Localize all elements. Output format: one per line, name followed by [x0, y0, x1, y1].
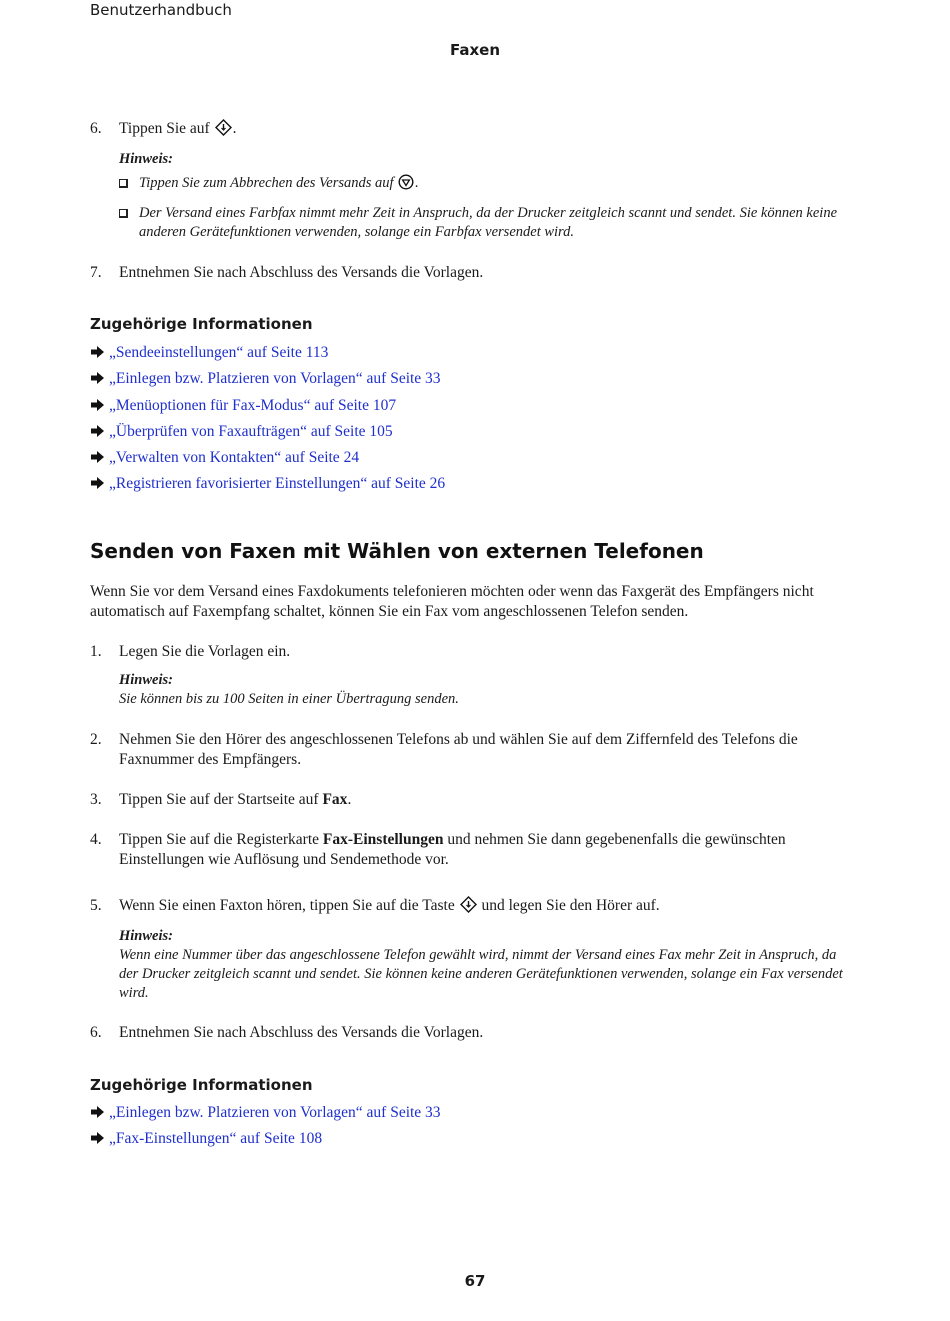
note-label: Hinweis: [119, 928, 173, 944]
step-text: Entnehmen Sie nach Abschluss des Versands die Vorlagen. [119, 264, 484, 281]
related-link-text[interactable]: „Fax-Einstellungen“ auf Seite 108 [109, 1130, 323, 1147]
step-number: 5. [90, 897, 102, 914]
page-number: 67 [464, 1272, 486, 1290]
arrow-right-icon [90, 343, 109, 363]
step-text-end: . [347, 791, 352, 808]
related-link-text[interactable]: „Verwalten von Kontakten“ auf Seite 24 [109, 449, 360, 466]
related-link[interactable] [90, 1129, 322, 1149]
step-text: Wenn Sie einen Faxton hören, tippen Sie auf die Taste [119, 897, 455, 914]
related-info-title: Zugehörige Informationen [90, 1076, 313, 1094]
note-text: Sie können bis zu 100 Seiten in einer Übertragung senden. [119, 691, 459, 707]
bullet-text: Der Versand eines Farbfax nimmt mehr Zeit in Anspruch, da der Drucker zeitgleich scannt und sendet. Sie können keine anderen Gerätefunktionen verwenden, solange ein Farbfax versendet wird. [139, 205, 838, 240]
arrow-right-icon [90, 396, 109, 416]
related-link-text[interactable]: „Menüoptionen für Fax-Modus“ auf Seite 107 [109, 397, 397, 414]
stop-circle-icon [398, 174, 414, 196]
bullet-text: Tippen Sie zum Abbrechen des Versands auf [139, 175, 394, 191]
step-number: 7. [90, 264, 102, 281]
step-text-end: . [232, 120, 237, 137]
related-link-text[interactable]: „Überprüfen von Faxaufträgen“ auf Seite 105 [109, 423, 393, 440]
note-label: Hinweis: [119, 151, 173, 167]
start-diamond-icon [215, 119, 232, 142]
chapter-title: Faxen [449, 41, 501, 59]
fax-settings-tab-label: Fax-Einstellungen [322, 831, 444, 848]
step-6-start [90, 119, 860, 142]
related-link[interactable] [90, 422, 393, 442]
step-number: 2. [90, 731, 102, 748]
note-pages [119, 671, 859, 709]
arrow-right-icon [90, 1103, 109, 1123]
step-6-remove [90, 1023, 860, 1043]
step-1-load [90, 642, 860, 662]
related-link[interactable] [90, 1103, 441, 1123]
related-info-title: Zugehörige Informationen [90, 315, 313, 333]
step-number: 4. [90, 831, 102, 848]
checkbox-bullet-icon [119, 209, 128, 218]
arrow-right-icon [90, 369, 109, 389]
related-link-text[interactable]: „Einlegen bzw. Platzieren von Vorlagen“ auf Seite 33 [109, 1104, 441, 1121]
related-link[interactable] [90, 343, 328, 363]
step-text: Legen Sie die Vorlagen ein. [119, 643, 291, 660]
note-text: Wenn eine Nummer über das angeschlossene Telefon gewählt wird, nimmt der Versand eines Fax mehr Zeit in Anspruch, da der Drucker zeitgleich scannt und sendet. Sie können keine anderen Gerätefunktionen verwenden, solange ein Fax versendet wird. [119, 947, 843, 1001]
section-intro: Wenn Sie vor dem Versand eines Faxdokuments telefonieren möchten oder wenn das Faxgerät des Empfängers nicht automatisch auf Faxempfang schaltet, können Sie ein Fax vom angeschlossenen Telefon senden. [90, 583, 814, 620]
fax-menu-label: Fax [322, 791, 348, 808]
note-duration [119, 927, 859, 1003]
section-title: Senden von Faxen mit Wählen von externen Telefonen [90, 539, 704, 563]
running-title: Benutzerhandbuch [90, 1, 232, 19]
step-number: 6. [90, 1024, 102, 1041]
step-7-remove [90, 263, 860, 283]
note-bullet-cancel [119, 174, 859, 196]
related-link[interactable] [90, 474, 445, 494]
step-text: Nehmen Sie den Hörer des angeschlossenen Telefons ab und wählen Sie auf dem Ziffernfeld des Telefons die Faxnummer des Empfängers. [119, 731, 798, 768]
step-text: Tippen Sie auf der Startseite auf [119, 791, 319, 808]
related-link[interactable] [90, 396, 396, 416]
start-diamond-icon [460, 896, 477, 919]
note-label: Hinweis: [119, 672, 173, 688]
step-text: Entnehmen Sie nach Abschluss des Versands die Vorlagen. [119, 1024, 484, 1041]
related-link-text[interactable]: „Sendeeinstellungen“ auf Seite 113 [109, 344, 329, 361]
step-3-fax [90, 790, 860, 810]
step-4-settings [90, 830, 860, 870]
step-text-end: und legen Sie den Hörer auf. [481, 897, 660, 914]
step-number: 6. [90, 120, 102, 137]
step-text-end: und nehmen Sie dann gegebenenfalls die gewünschten Einstellungen wie Auflösung und Sendemethode vor. [119, 831, 786, 868]
step-number: 1. [90, 643, 102, 660]
note-title [119, 150, 859, 169]
step-number: 3. [90, 791, 102, 808]
arrow-right-icon [90, 1129, 109, 1149]
arrow-right-icon [90, 448, 109, 468]
step-5-faxtone [90, 896, 860, 919]
checkbox-bullet-icon [119, 179, 128, 188]
note-bullet-colorfax [119, 204, 859, 242]
bullet-text-end: . [415, 175, 419, 191]
arrow-right-icon [90, 422, 109, 442]
step-text: Tippen Sie auf die Registerkarte [119, 831, 320, 848]
related-link-text[interactable]: „Registrieren favorisierter Einstellungen“ auf Seite 26 [109, 475, 446, 492]
step-text: Tippen Sie auf [119, 120, 210, 137]
step-2-dial [90, 730, 860, 770]
arrow-right-icon [90, 474, 109, 494]
related-link[interactable] [90, 448, 359, 468]
related-link[interactable] [90, 369, 441, 389]
related-link-text[interactable]: „Einlegen bzw. Platzieren von Vorlagen“ auf Seite 33 [109, 370, 441, 387]
